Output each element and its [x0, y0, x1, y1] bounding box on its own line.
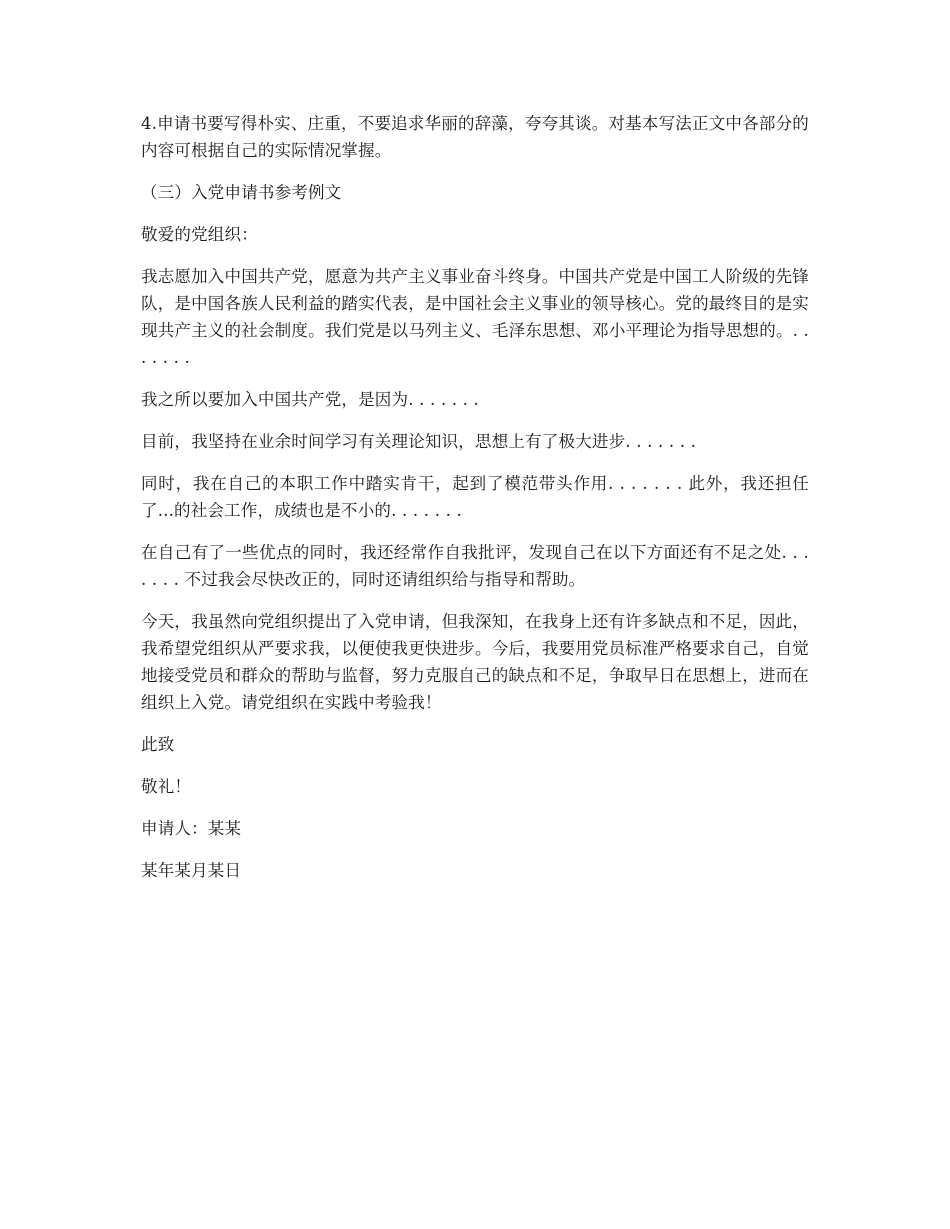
- guideline-point-4: 4.申请书要写得朴实、庄重，不要追求华丽的辞藻，夸夸其谈。对基本写法正文中各部分的内容可根据自己的实际情况掌握。: [141, 114, 809, 160]
- section-heading: （三）入党申请书参考例文: [141, 183, 342, 202]
- body-paragraph: 今天，我虽然向党组织提出了入党申请，但我深知，在我身上还有许多缺点和不足，因此，我希望党组织从严要求我，以便使我更快进步。今后，我要用党员标准严格要求自己，自觉地接受党员和群众的帮助与监督，努力克服自己的缺点和不足，争取早日在思想上，进而在组织上入党。请党组织在实践中考验我！: [141, 612, 809, 712]
- document-body: [141, 110, 809, 899]
- applicant-signature: 申请人：某某: [141, 819, 242, 838]
- body-paragraph: 目前，我坚持在业余时间学习有关理论知识，思想上有了极大进步. . . . . . .: [141, 432, 697, 451]
- salutation: 敬爱的党组织：: [141, 225, 258, 244]
- closing-salute: 敬礼！: [141, 777, 192, 796]
- body-paragraph: 我志愿加入中国共产党，愿意为共产主义事业奋斗终身。中国共产党是中国工人阶级的先锋队，是中国各族人民利益的踏实代表，是中国社会主义事业的领导核心。党的最终目的是实现共产主义的社会制度。我们党是以马列主义、毛泽东思想、邓小平理论为指导思想的。. . . . . . .: [141, 267, 809, 367]
- body-paragraph: 同时，我在自己的本职工作中踏实肯干，起到了模范带头作用. . . . . . . 此外，我还担任了...的社会工作，成绩也是不小的. . . . . . .: [141, 474, 809, 520]
- closing-phrase: 此致: [141, 735, 175, 754]
- body-paragraph: 我之所以要加入中国共产党，是因为. . . . . . .: [141, 390, 479, 409]
- body-paragraph: 在自己有了一些优点的同时，我还经常作自我批评，发现自己在以下方面还有不足之处. . . . . . . 不过我会尽快改正的，同时还请组织给与指导和帮助。: [141, 543, 809, 589]
- date-line: 某年某月某日: [141, 861, 242, 880]
